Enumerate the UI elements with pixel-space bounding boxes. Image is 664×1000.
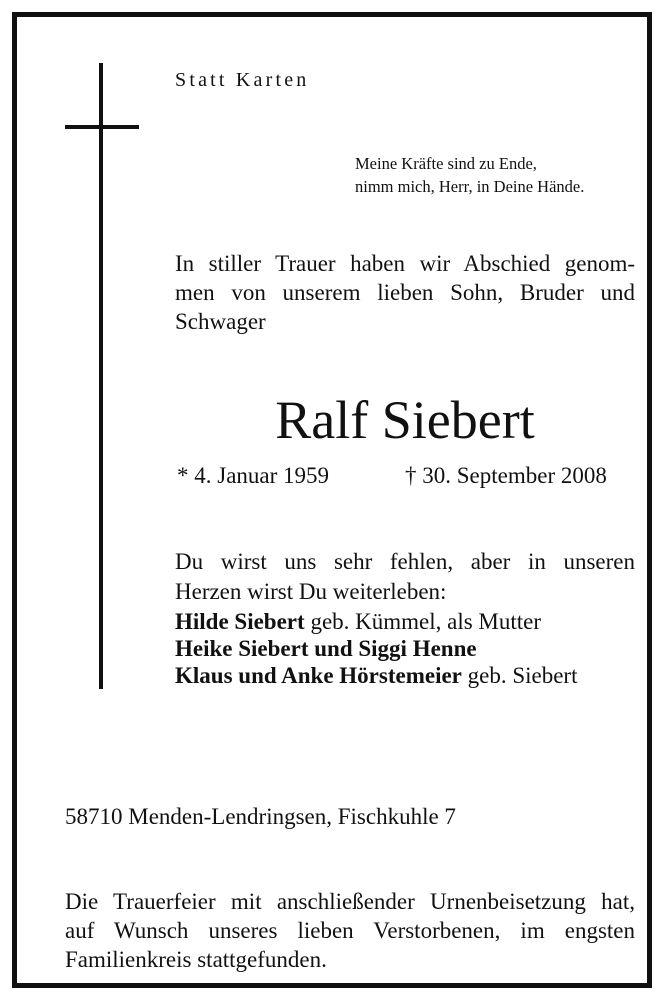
- mourner-entry: [175, 662, 645, 689]
- mourner-name: Heike Siebert und Siggi Henne: [175, 636, 477, 661]
- mourner-entry: [175, 608, 645, 635]
- motto-line: nimm mich, Herr, in Deine Hände.: [355, 177, 585, 196]
- ceremony-line: auf Wunsch unseres lieben Verstorbenen, im engsten: [65, 918, 635, 943]
- mourner-entry: [175, 635, 645, 662]
- intro-line: In stiller Trauer haben wir Abschied genom-: [175, 251, 635, 276]
- mourner-suffix: geb. Siebert: [461, 663, 578, 688]
- motto-line: Meine Kräfte sind zu Ende,: [355, 154, 537, 173]
- ceremony-line: Familienkreis stattgefunden.: [65, 947, 327, 972]
- ceremony-note: [65, 887, 635, 974]
- motto-verse: [355, 152, 584, 198]
- birth-date: * 4. Januar 1959: [177, 463, 330, 488]
- mourner-name: Klaus und Anke Hörstemeier: [175, 663, 462, 688]
- ceremony-line: Die Trauerfeier mit anschließender Urnenbeisetzung hat,: [65, 889, 635, 914]
- cross-vertical-bar: [99, 63, 103, 689]
- deceased-name: Ralf Siebert: [275, 390, 535, 450]
- obituary-frame: [12, 12, 652, 988]
- farewell-line: Herzen wirst Du weiterleben:: [175, 579, 447, 604]
- intro-line: Schwager: [175, 309, 266, 334]
- intro-text: [175, 249, 635, 336]
- family-address: 58710 Menden-Lendringsen, Fischkuhle 7: [65, 804, 456, 829]
- mourners-list: [175, 608, 645, 689]
- intro-line: men von unserem lieben Sohn, Bruder und: [175, 280, 635, 305]
- cross-horizontal-bar: [65, 125, 139, 129]
- mourner-name: Hilde Siebert: [175, 609, 305, 634]
- header-note: Statt Karten: [175, 69, 310, 91]
- death-date: † 30. September 2008: [405, 463, 607, 488]
- farewell-line: Du wirst uns sehr fehlen, aber in unseren: [175, 549, 635, 574]
- farewell-text: [175, 547, 635, 607]
- mourner-suffix: geb. Kümmel, als Mutter: [304, 609, 542, 634]
